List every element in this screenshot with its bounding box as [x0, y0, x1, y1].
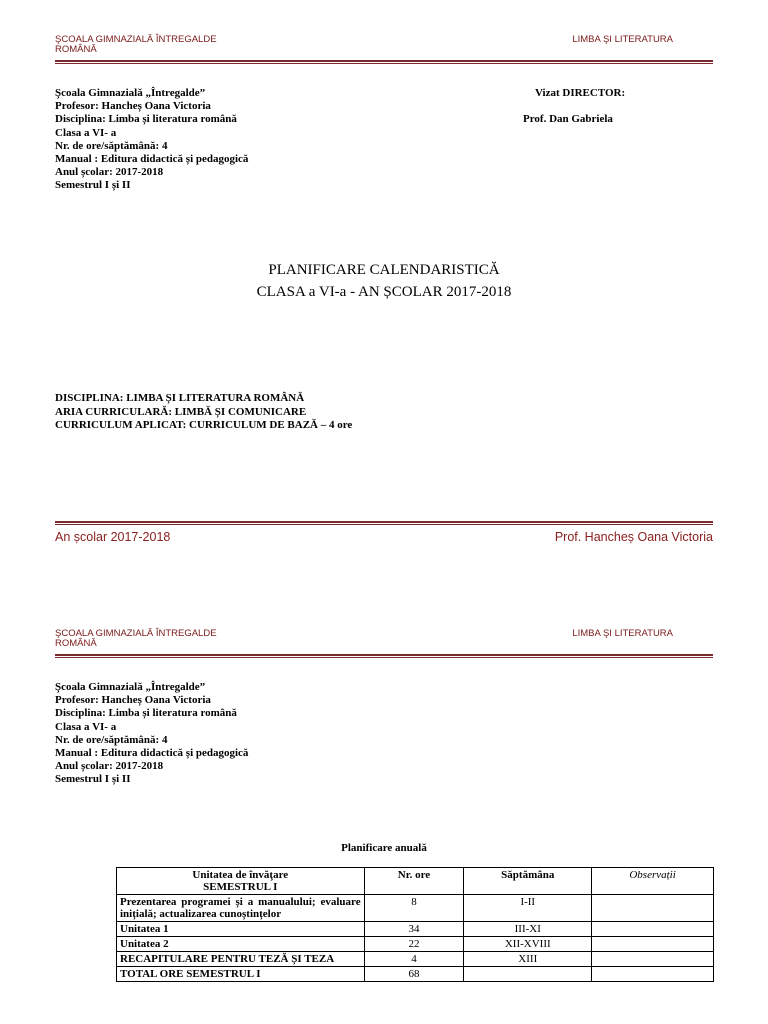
cell-obs [592, 895, 714, 922]
cell-unit: Prezentarea programei și a manualului; evaluare inițială; actualizarea cunoștințelor [117, 895, 365, 922]
header-rule [55, 654, 713, 658]
cell-obs [592, 967, 714, 982]
info-line: Manual : Editura didactică și pedagogică [55, 153, 249, 166]
cell-unit: TOTAL ORE SEMESTRUL I [117, 967, 365, 982]
header-subject: LIMBA ŞI LITERATURA [572, 34, 673, 45]
annual-plan-table [116, 867, 714, 982]
info-line: Semestrul I și II [55, 179, 131, 192]
table-header-row [117, 868, 714, 895]
info-line: Anul școlar: 2017-2018 [55, 166, 164, 179]
cell-obs [592, 952, 714, 967]
table-row [117, 922, 714, 937]
info-line: Profesor: Hancheș Oana Victoria [55, 694, 211, 707]
header-school: ŞCOALA GIMNAZIALĂ ÎNTREGALDE ROMÂNĂ [55, 628, 217, 649]
page2-info-block [55, 681, 248, 787]
cell-hours: 4 [364, 952, 464, 967]
table-row [117, 952, 714, 967]
info-line: Disciplina: Limba și literatura română [55, 113, 237, 126]
info-line: Anul școlar: 2017-2018 [55, 760, 164, 773]
info-line: Şcoala Gimnazială „Întregalde” [55, 87, 206, 99]
cell-week: I-II [464, 895, 592, 922]
header-week: Săptămâna [464, 868, 592, 895]
cell-unit: Unitatea 2 [117, 937, 365, 952]
table-row [117, 895, 714, 922]
cell-week: XII-XVIII [464, 937, 592, 952]
cell-week: XIII [464, 952, 592, 967]
header-unit: Unitatea de învăţare SEMESTRUL I [117, 868, 365, 895]
page-title: PLANIFICARE CALENDARISTICĂ CLASA a VI-a - AN ȘCOLAR 2017-2018 [256, 262, 512, 300]
discipline-block: DISCIPLINA: LIMBA ȘI LITERATURA ROMÂNĂ ARIA CURRICULARĂ: LIMBĂ ȘI COMUNICARE CURRICULUM APLICAT: CURRICULUM DE BAZĂ – 4 ore [55, 392, 353, 431]
cell-hours: 22 [364, 937, 464, 952]
annual-plan-title: Planificare anuală [341, 842, 427, 854]
header-rule [55, 60, 713, 64]
header-hours: Nr. ore [364, 868, 464, 895]
info-line: Nr. de ore/săptămână: 4 [55, 139, 168, 152]
footer-rule [55, 521, 713, 525]
info-line: Clasa a VI- a [55, 126, 117, 139]
info-line: Semestrul I și II [55, 773, 131, 786]
cell-unit: RECAPITULARE PENTRU TEZĂ ȘI TEZA [117, 952, 365, 967]
vizat-director: Vizat DIRECTOR: [535, 87, 626, 99]
info-line: Nr. de ore/săptămână: 4 [55, 733, 168, 746]
table-row [117, 967, 714, 982]
info-line: Disciplina: Limba și literatura română [55, 707, 237, 720]
cell-hours: 68 [364, 967, 464, 982]
header-school: ŞCOALA GIMNAZIALĂ ÎNTREGALDE ROMÂNĂ [55, 34, 217, 55]
cell-hours: 34 [364, 922, 464, 937]
cell-obs [592, 937, 714, 952]
cell-obs [592, 922, 714, 937]
info-line: Clasa a VI- a [55, 720, 117, 733]
info-line: Manual : Editura didactică și pedagogică [55, 747, 249, 760]
cell-unit: Unitatea 1 [117, 922, 365, 937]
header-subject: LIMBA ŞI LITERATURA [572, 628, 673, 639]
cell-hours: 8 [364, 895, 464, 922]
table-row [117, 937, 714, 952]
footer-year: An școlar 2017-2018 [55, 530, 171, 544]
cell-week [464, 967, 592, 982]
page1-info-block [55, 87, 248, 193]
header-observations: Observații [592, 868, 714, 895]
info-line: Profesor: Hancheș Oana Victoria [55, 100, 211, 113]
info-line: Şcoala Gimnazială „Întregalde” [55, 681, 206, 693]
director-name: Prof. Dan Gabriela [523, 113, 613, 125]
footer-teacher: Prof. Hancheș Oana Victoria [554, 530, 713, 544]
cell-week: III-XI [464, 922, 592, 937]
